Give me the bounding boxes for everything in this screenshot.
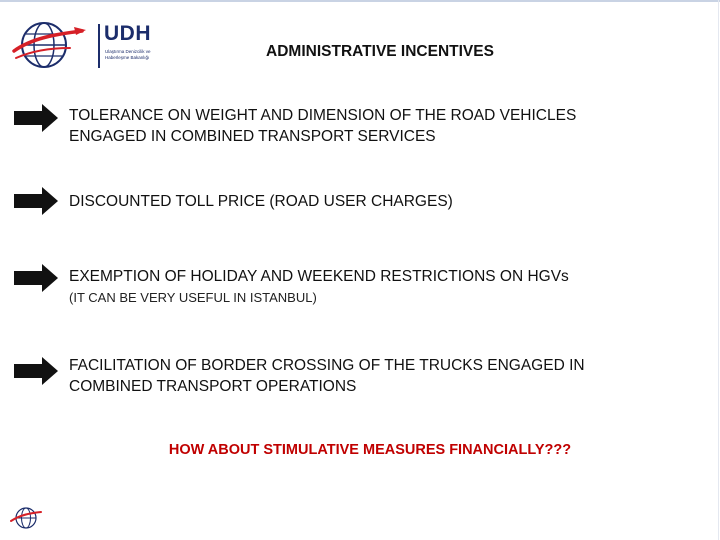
corner-globe-logo-icon xyxy=(10,506,44,530)
logo-brand: UDH xyxy=(104,22,151,45)
incentive-item-3: EXEMPTION OF HOLIDAY AND WEEKEND RESTRICTIONS ON HGVs xyxy=(69,268,569,285)
globe-logo-icon xyxy=(12,18,90,72)
right-divider xyxy=(718,0,719,540)
arrow-right-icon xyxy=(14,264,58,292)
arrow-right-icon xyxy=(14,104,58,132)
top-divider xyxy=(0,0,720,2)
incentive-item-2: DISCOUNTED TOLL PRICE (ROAD USER CHARGES) xyxy=(69,193,453,210)
arrow-right-icon xyxy=(14,357,58,385)
arrow-right-icon xyxy=(14,187,58,215)
slide-title: ADMINISTRATIVE INCENTIVES xyxy=(266,43,494,60)
incentive-item-3-note: (IT CAN BE VERY USEFUL IN ISTANBUL) xyxy=(69,290,317,305)
incentive-item-1: TOLERANCE ON WEIGHT AND DIMENSION OF THE ROAD VEHICLES ENGAGED IN COMBINED TRANSPORT SERVICES xyxy=(69,107,577,145)
closing-question: HOW ABOUT STIMULATIVE MEASURES FINANCIALLY??? xyxy=(168,442,572,458)
incentive-item-4: FACILITATION OF BORDER CROSSING OF THE TRUCKS ENGAGED IN COMBINED TRANSPORT OPERATIONS xyxy=(69,357,585,395)
logo-divider xyxy=(98,24,100,68)
logo-subtitle: Ulaştırma Denizcilik ve Haberleşme Bakanlığı xyxy=(105,49,151,60)
header-logo xyxy=(12,18,162,72)
